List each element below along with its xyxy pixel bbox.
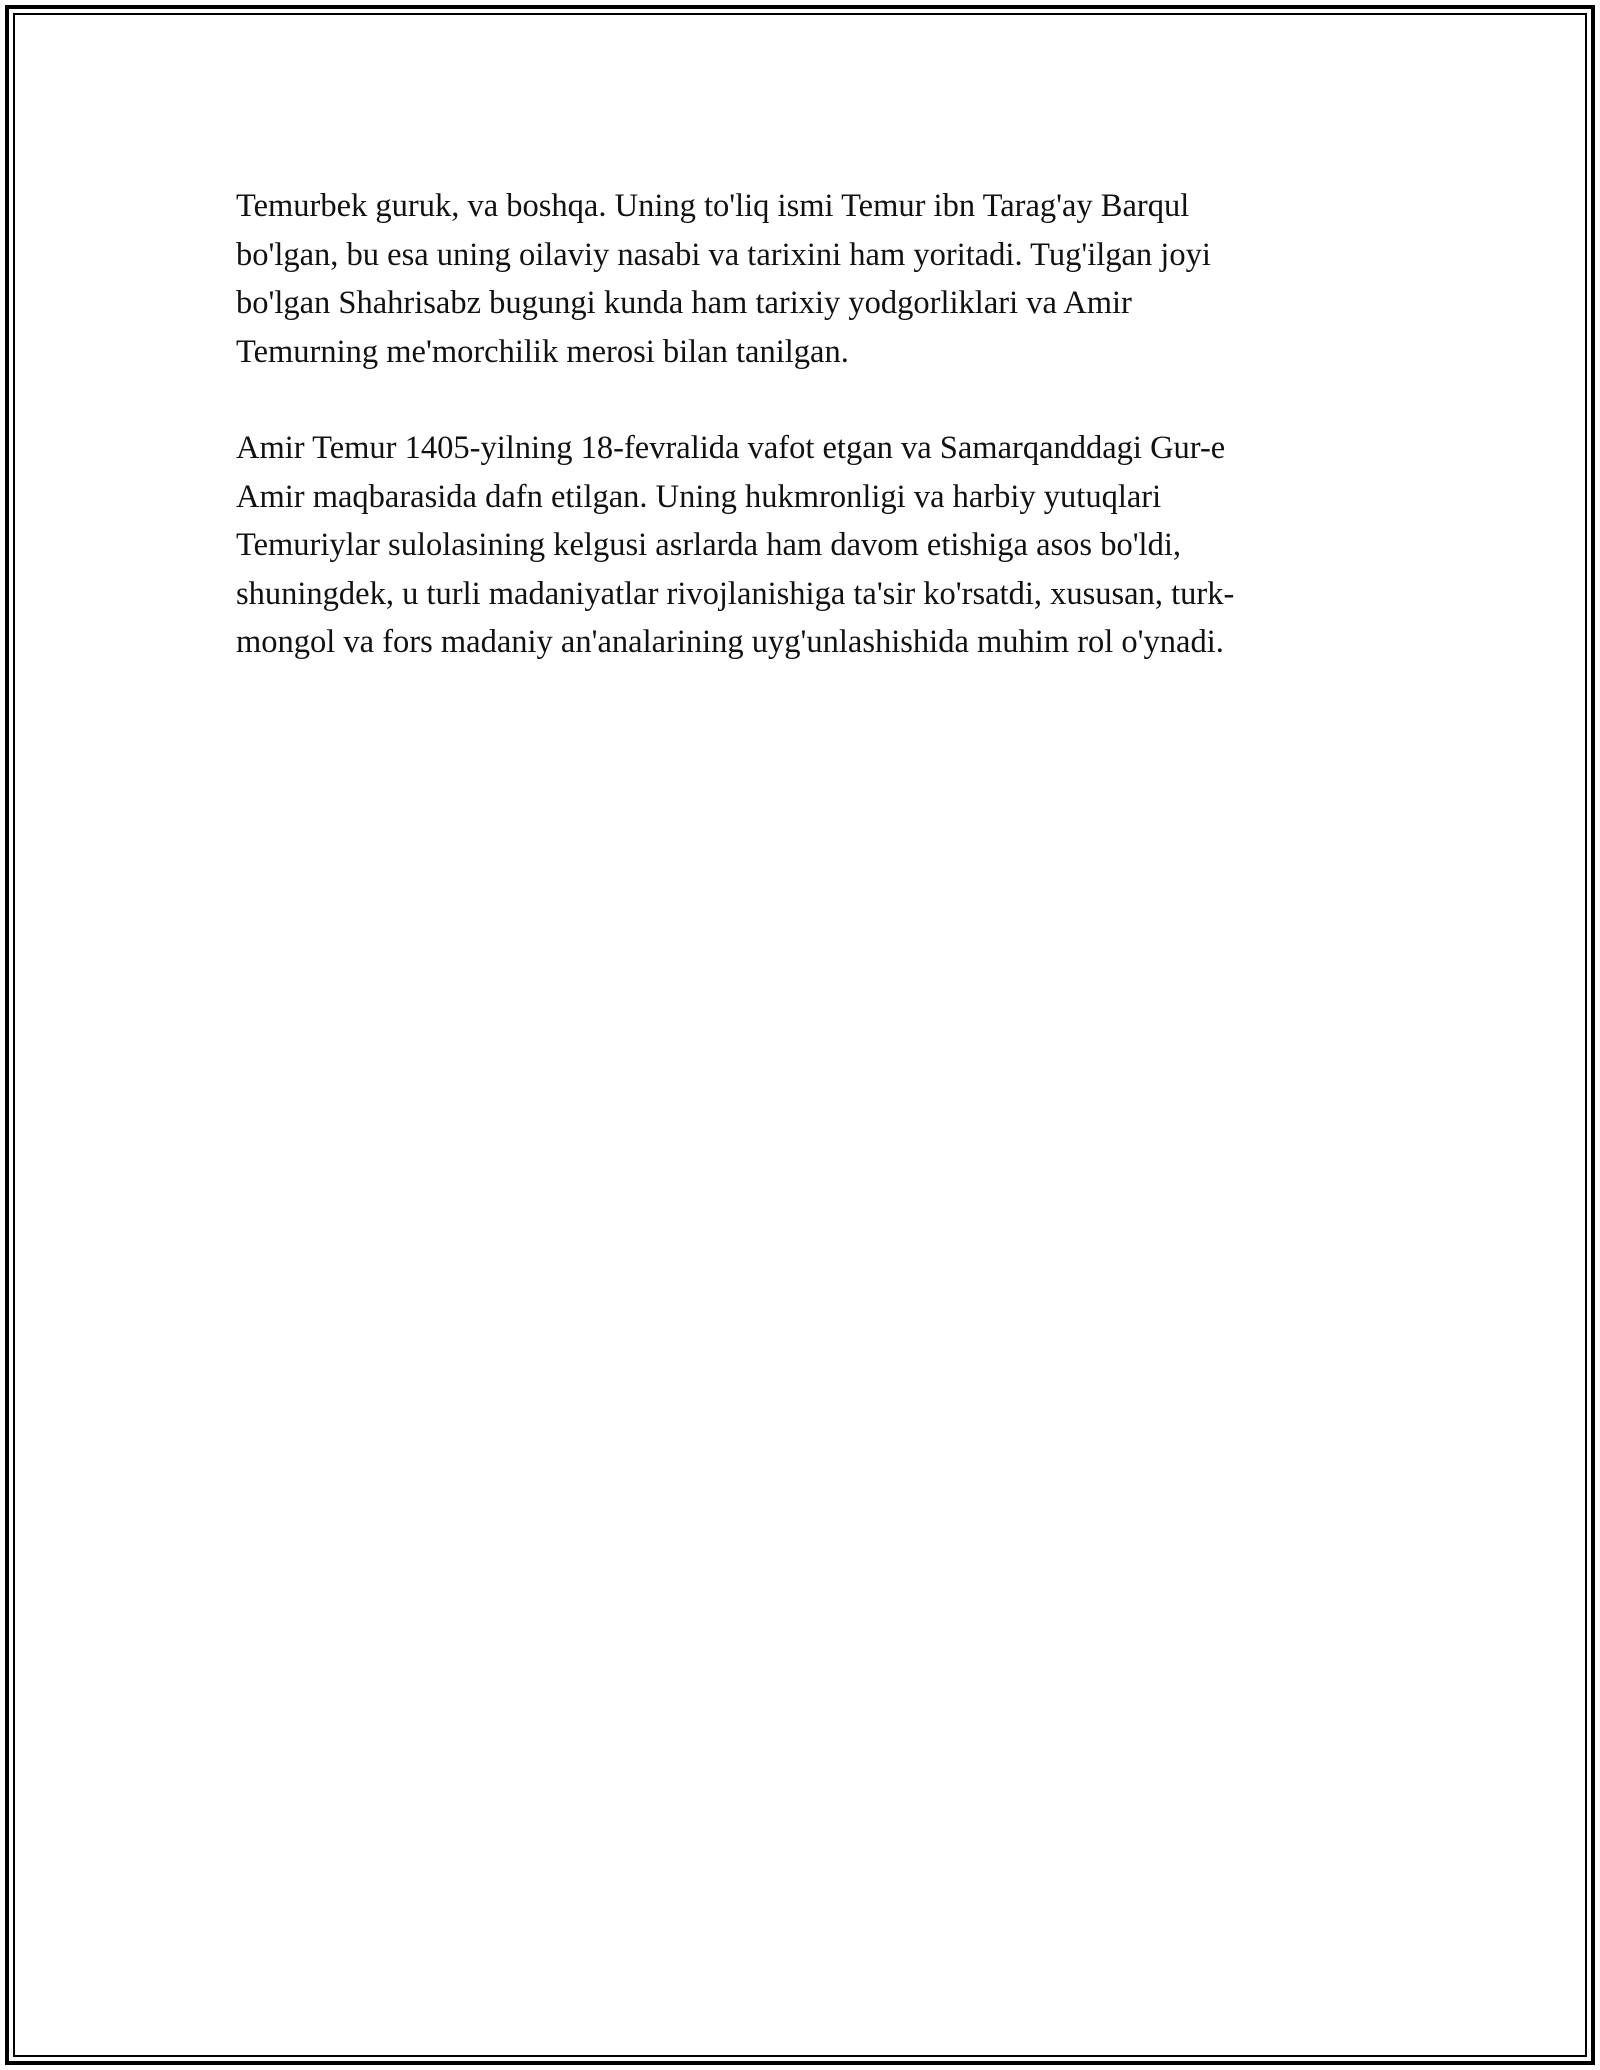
paragraph-line: Amir Temur 1405-yilning 18-fevralida vafot etgan va Samarqanddagi Gur-e xyxy=(236,430,1226,466)
paragraph-line: bo'lgan, bu esa uning oilaviy nasabi va tarixini ham yoritadi. Tug'ilgan joyi xyxy=(236,236,1211,273)
paragraph-2 xyxy=(236,424,1366,667)
paragraph-line: bo'lgan Shahrisabz bugungi kunda ham tarixiy yodgorliklari va Amir xyxy=(236,285,1132,321)
paragraph-line: mongol va fors madaniy an'analarining uyg'unlashishida muhim rol o'ynadi. xyxy=(236,624,1224,660)
paragraph-line: Temuriylar sulolasining kelgusi asrlarda ham davom etishiga asos bo'ldi, xyxy=(236,527,1181,563)
paragraph-1 xyxy=(236,182,1366,376)
paragraph-line: Temurbek guruk, va boshqa. Uning to'liq ismi Temur ibn Tarag'ay Barqul xyxy=(236,188,1190,224)
paragraph-line: Temurning me'morchilik merosi bilan tanilgan. xyxy=(236,333,849,370)
document-body xyxy=(236,182,1366,715)
paragraph-line: shuningdek, u turli madaniyatlar rivojlanishiga ta'sir ko'rsatdi, xususan, turk- xyxy=(236,575,1235,612)
paragraph-line: Amir maqbarasida dafn etilgan. Uning hukmronligi va harbiy yutuqlari xyxy=(236,478,1162,515)
